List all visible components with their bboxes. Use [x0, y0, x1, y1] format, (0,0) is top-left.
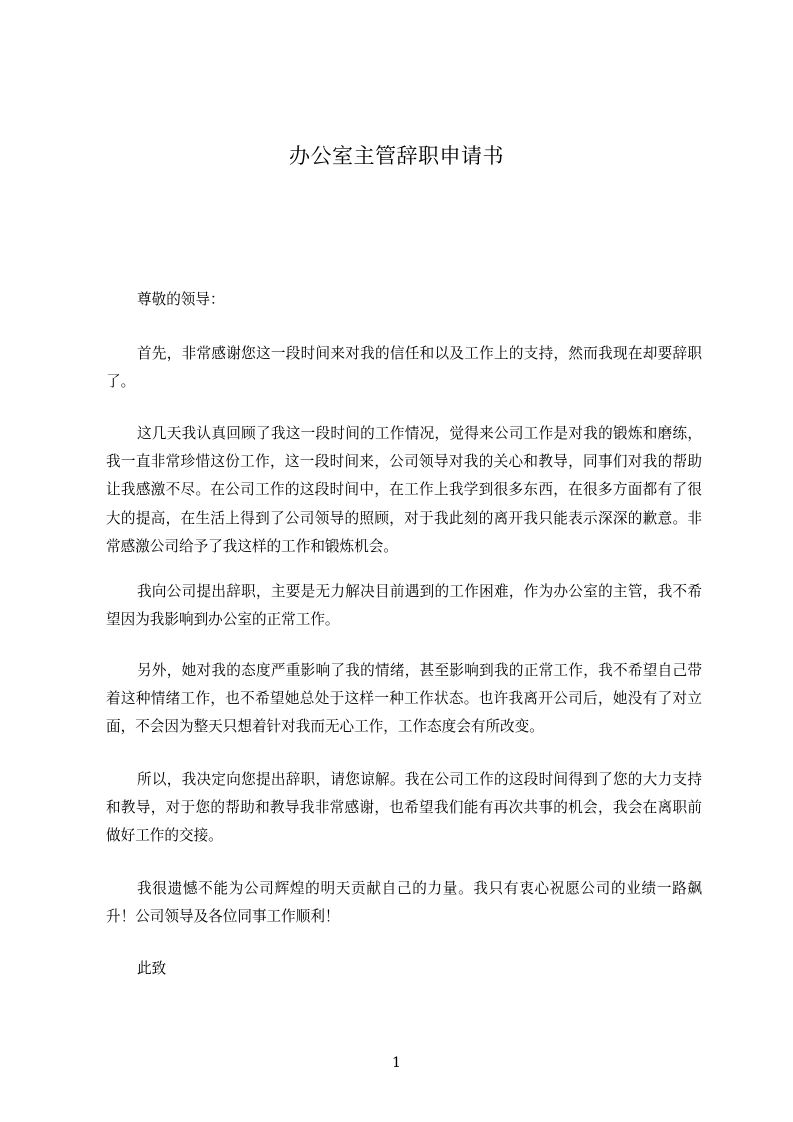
closing: 此致 — [137, 960, 167, 977]
page-number: 1 — [392, 1055, 401, 1071]
paragraph-4: 另外，她对我的态度严重影响了我的情绪，甚至影响到我的正常工作，我不希望自己带着这种情绪工作，也不希望她总处于这样一种工作状态。也许我离开公司后，她没有了对立面，不会因为整天只想着针对我而无心工作，工作态度会有所改变。 — [106, 662, 702, 736]
salutation: 尊敬的领导： — [137, 291, 225, 308]
document-title: 办公室主管辞职申请书 — [289, 144, 504, 168]
paragraph-1: 首先，非常感谢您这一段时间来对我的信任和以及工作上的支持，然而我现在却要辞职了。 — [106, 345, 702, 391]
paragraph-5: 所以，我决定向您提出辞职，请您谅解。我在公司工作的这段时间得到了您的大力支持和教导，对于您的帮助和教导我非常感谢，也希望我们能有再次共事的机会，我会在离职前做好工作的交接。 — [106, 771, 702, 845]
paragraph-3: 我向公司提出辞职，主要是无力解决目前遇到的工作困难，作为办公室的主管，我不希望因为我影响到办公室的正常工作。 — [106, 583, 702, 629]
paragraph-6: 我很遗憾不能为公司辉煌的明天贡献自己的力量。我只有衷心祝愿公司的业绩一路飙升！公司领导及各位同事工作顺利！ — [106, 880, 702, 926]
paragraph-2: 这几天我认真回顾了我这一段时间的工作情况，觉得来公司工作是对我的锻炼和磨练，我一直非常珍惜这份工作，这一段时间来，公司领导对我的关心和教导，同事们对我的帮助让我感激不尽。在公司工作的这段时间中，在工作上我学到很多东西，在很多方面都有了很大的提高，在生活上得到了公司领导的照顾，对于我此刻的离开我只能表示深深的歉意。非常感激公司给予了我这样的工作和锻炼机会。 — [106, 425, 702, 555]
